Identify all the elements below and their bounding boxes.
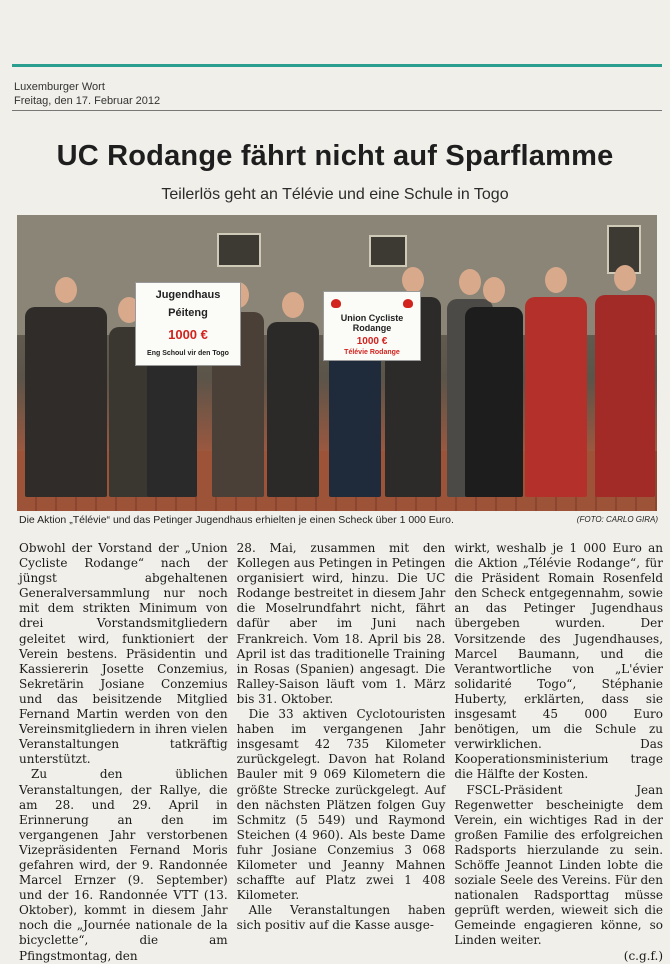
paragraph: wirkt, weshalb je 1 000 Euro an die Aktion „Télévie Rodange“, für die Präsident Romain Rosenfeld den Scheck entgegennahm, sowie an das Petinger Jugendhaus übergeben wurden. Der Vorsitzende des Jugendhauses, Marcel Baumann, und die Verantwortliche von „L'évier solidarité Togo“, Stéphanie Huberty, erklärten, dass sie insgesamt 45 000 Euro benötigen, um die Schule zu verwirklichen. Das Kooperationsministerium trage die Hälfte der Kosten. (454, 541, 664, 782)
publication-name: Luxemburger Wort (14, 81, 105, 93)
person (25, 277, 107, 497)
heart-icon (403, 299, 413, 308)
wall-picture (369, 235, 407, 267)
article-headline: UC Rodange fährt nicht auf Sparflamme (56, 140, 614, 172)
caption-text: Die Aktion „Télévie“ und das Petinger Jugendhaus erhielten je einen Scheck über 1 000 Euro. (19, 514, 454, 526)
article-subheadline: Teilerlös geht an Télévie und eine Schule in Togo (161, 186, 509, 203)
person (465, 277, 523, 497)
cheque-amount: 1000 € (356, 336, 388, 347)
cheque-jugendhaus (135, 282, 241, 366)
cheque-amount: 1000 € (168, 327, 208, 342)
article-column-3 (454, 541, 664, 963)
cheque-line2: Rodange (352, 323, 392, 333)
article-column-1 (19, 541, 228, 963)
article-column-2 (237, 541, 446, 931)
cheque-line2: Péiteng (168, 307, 208, 319)
group-photo (17, 215, 657, 511)
paragraph: 28. Mai, zusammen mit den Kollegen aus Petingen in Petingen organisiert wird, hinzu. Die UC Rodange bestreitet in diesem Jahr die Moselrundfahrt nicht, fährt dafür aber im Juni nach Frankreich. Vom 18. April bis 28. April ist das traditionelle Training in Rosas (Spanien) angesagt. Die Ralley-Saison läuft vom 1. März bis 31. Oktober. (236, 541, 446, 706)
photo-credit: (FOTO: CARLO GIRA) (576, 515, 658, 524)
header-divider (12, 110, 662, 111)
paragraph: Die 33 aktiven Cyclotouristen haben im vergangenen Jahr insgesamt 42 735 Kilometer zurückgelegt. Davon hat Roland Bauler mit 9 069 Kilometern die größte Strecke zurückgelegt. Auf den nächsten Plätzen folgen Guy Schmitz (5 549) und Raymond Steichen (4 960). Als beste Dame fuhr Josiane Conzemius 3 068 Kilometer und Jeanny Mahnen schaffte auf Platz zwei 1 408 Kilometer. (236, 707, 446, 903)
cheque-footer: Eng Schoul vir den Togo (147, 350, 229, 357)
wall-picture (217, 233, 261, 267)
paragraph: FSCL-Präsident Jean Regenwetter bescheinigte dem Verein, ein wichtiges Rad in der großen Familie des erfolgreichen Radsports hierzulande zu sein. Schöffe Jeannot Linden lobte die soziale Seele des Vereins. Für den nationalen Radsporttag müsse geprüft werden, wieweit sich die Gemeinde engagieren könne, so Linden weiter. (454, 782, 664, 948)
photo-caption (19, 514, 658, 526)
cheque-footer: Télévie Rodange (344, 349, 400, 356)
heart-icon (331, 299, 341, 308)
paragraph: Zu den üblichen Veranstaltungen, der Rallye, die am 28. und 29. April in Erinnerung an den im vergangenen Jahr verstorbenen Vizepräsidenten Fernand Moris gefahren wird, der 9. Randonnée Marcel Ernzer (9. September) und der 16. Randonnée VTT (13. Oktober), kommt in diesem Jahr noch die „Journée nationale de la bicyclette“, die am Pfingstmontag, den (19, 767, 228, 963)
article-body (19, 541, 664, 963)
cheque-uc-rodange (323, 291, 421, 361)
cheque-line1: Union Cycliste (340, 313, 404, 323)
publication-date: Freitag, den 17. Februar 2012 (14, 95, 161, 107)
header-accent-line (12, 64, 662, 67)
paragraph: Alle Veranstaltungen haben sich positiv auf die Kasse ausge- (236, 903, 446, 933)
person (267, 292, 319, 497)
paragraph: Obwohl der Vorstand der „Union Cycliste Rodange“ nach der jüngst abgehaltenen Generalversammlung nur noch mit dem strikten Minimum von drei Vorstandsmitgliedern geleitet wird, funktioniert der Verein bestens. Präsidentin und Kassiererin Josette Conzemius, Sekretärin Josiane Conzemius und das beisitzende Mitglied Fernand Martin werden von den Vereinsmitgliedern in ihren vielen Veranstaltungen tatkräftig unterstützt. (19, 541, 228, 767)
person (595, 265, 655, 497)
publication-info (14, 80, 160, 108)
cheque-line1: Jugendhaus (155, 289, 221, 301)
author-signature: (c.g.f.) (623, 948, 664, 963)
person (525, 267, 587, 497)
